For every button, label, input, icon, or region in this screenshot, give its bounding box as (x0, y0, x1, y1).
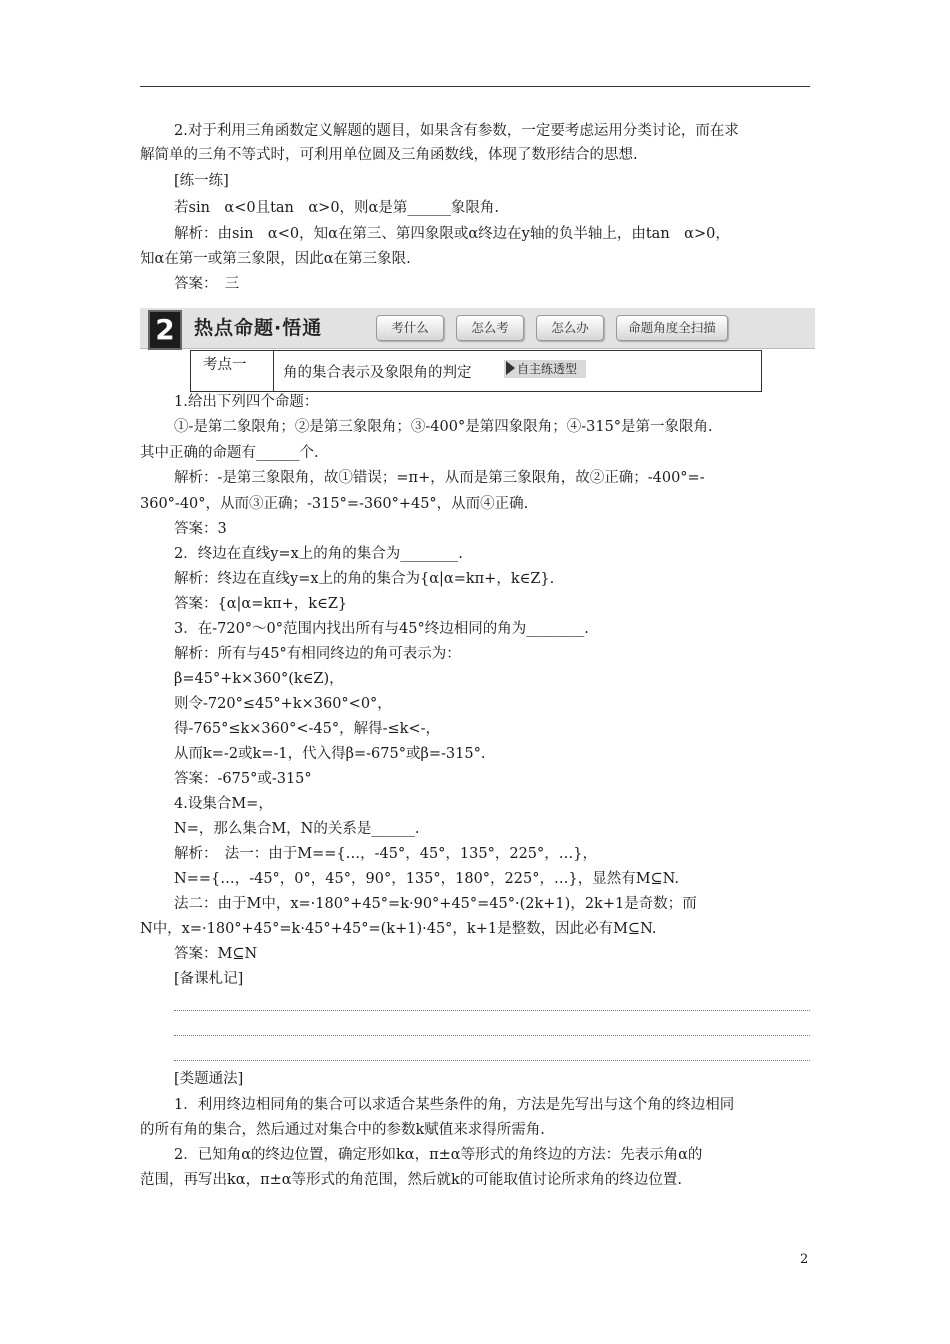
method-2-line-1: 2．已知角α的终边位置，确定形如kα，π±α等形式的角终边的方法：先表示角α的 (174, 1147, 703, 1163)
q2-answer: 答案：{α|α=kπ+，k∈Z} (174, 596, 348, 612)
q3-stem: 3．在-720°～0°范围内找出所有与45°终边相同的角为________. (174, 621, 589, 637)
section-number: 2 (148, 310, 182, 350)
q1-analysis-1: 解析：-是第三象限角，故①错误；=π+，从而是第三象限角，故②正确；-400°=- (174, 470, 705, 486)
q3-analysis-1: 解析：所有与45°有相同终边的角可表示为： (174, 646, 461, 662)
method-2-line-2: 范围，再写出kα，π±α等形式的角范围，然后就k的可能取值讨论所求角的终边位置. (140, 1172, 682, 1188)
q3-analysis-4: 得-765°≤k×360°<-45°，解得-≤k<-， (174, 721, 440, 737)
q2-stem: 2．终边在直线y=x上的角的集合为________. (174, 546, 463, 562)
summary-line-2: 解简单的三角不等式时，可利用单位圆及三角函数线，体现了数形结合的思想. (140, 147, 638, 163)
q1-stem: 1.给出下列四个命题： (174, 394, 319, 410)
q4-stem-2: N=，那么集合M，N的关系是______. (174, 821, 420, 837)
tab-zen-me-ban[interactable]: 怎么办 (536, 315, 604, 341)
practice-heading: [练一练] (174, 173, 229, 189)
q1-analysis-2: 360°-40°，从而③正确；-315°=-360°+45°，从而④正确. (140, 496, 529, 512)
play-arrow-icon (506, 361, 515, 375)
method-1-line-1: 1．利用终边相同角的集合可以求适合某些条件的角，方法是先写出与这个角的终边相同 (174, 1097, 735, 1113)
q4-stem-1: 4.设集合M=， (174, 796, 273, 812)
q4-answer: 答案：M⊆N (174, 946, 258, 962)
notes-heading: [备课札记] (174, 971, 244, 987)
tab-kao-shen-me[interactable]: 考什么 (376, 315, 444, 341)
kaodian-tag (504, 360, 586, 378)
q4-analysis-2: N=={…，-45°，0°，45°，90°，135°，180°，225°，…}，显然有M⊆N. (174, 871, 680, 887)
summary-line-1: 2.对于利用三角函数定义解题的题目，如果含有参数，一定要考虑运用分类讨论，而在求 (174, 123, 739, 139)
q1-question: 其中正确的命题有______个. (140, 445, 319, 461)
practice-question: 若sin α<0且tan α>0，则α是第______象限角. (174, 200, 499, 216)
kaodian-box (190, 350, 762, 392)
q1-answer: 答案：3 (174, 521, 227, 537)
method-heading: [类题通法] (174, 1071, 244, 1087)
tab-zen-me-kao[interactable]: 怎么考 (456, 315, 524, 341)
tab-ming-ti-jiao-du[interactable]: 命题角度全扫描 (616, 315, 728, 341)
header-rule (140, 86, 810, 87)
practice-analysis-2: 知α在第一或第三象限，因此α在第三象限. (140, 251, 411, 267)
section-title: 热点命题·悟通 (194, 317, 323, 339)
kaodian-tag-text: 自主练透型 (517, 362, 578, 376)
practice-answer: 答案： 三 (174, 276, 240, 292)
q4-method2-2: N中，x=·180°+45°=k·45°+45°=(k+1)·45°，k+1是整数，因此必有M⊆N. (140, 921, 657, 937)
q3-analysis-5: 从而k=-2或k=-1，代入得β=-675°或β=-315°. (174, 746, 486, 762)
q4-method2-1: 法二：由于M中，x=·180°+45°=k·90°+45°=45°·(2k+1)，2k+1是奇数；而 (174, 896, 697, 912)
page-number: 2 (800, 1252, 809, 1267)
q3-analysis-3: 则令-720°≤45°+k×360°<0°， (174, 696, 392, 712)
q2-analysis: 解析：终边在直线y=x上的角的集合为{α|α=kπ+，k∈Z}. (174, 571, 555, 587)
q1-statements: ①-是第二象限角；②是第三象限角；③-400°是第四象限角；④-315°是第一象限角. (174, 419, 713, 435)
kaodian-label: 考点一 (191, 351, 274, 391)
section-banner (140, 308, 815, 349)
method-1-line-2: 的所有角的集合，然后通过对集合中的参数k赋值来求得所需角. (140, 1122, 545, 1138)
q3-analysis-2: β=45°+k×360°(k∈Z)， (174, 671, 344, 687)
q4-analysis-1: 解析： 法一：由于M=={…，-45°，45°，135°，225°，…}， (174, 846, 597, 862)
kaodian-title: 角的集合表示及象限角的判定 (283, 365, 472, 381)
notes-line-1[interactable] (174, 1010, 810, 1011)
notes-line-2[interactable] (174, 1035, 810, 1036)
notes-line-3[interactable] (174, 1060, 810, 1061)
q3-answer: 答案：-675°或-315° (174, 771, 312, 787)
practice-analysis-1: 解析：由sin α<0，知α在第三、第四象限或α终边在y轴的负半轴上，由tan α>0， (174, 226, 730, 242)
